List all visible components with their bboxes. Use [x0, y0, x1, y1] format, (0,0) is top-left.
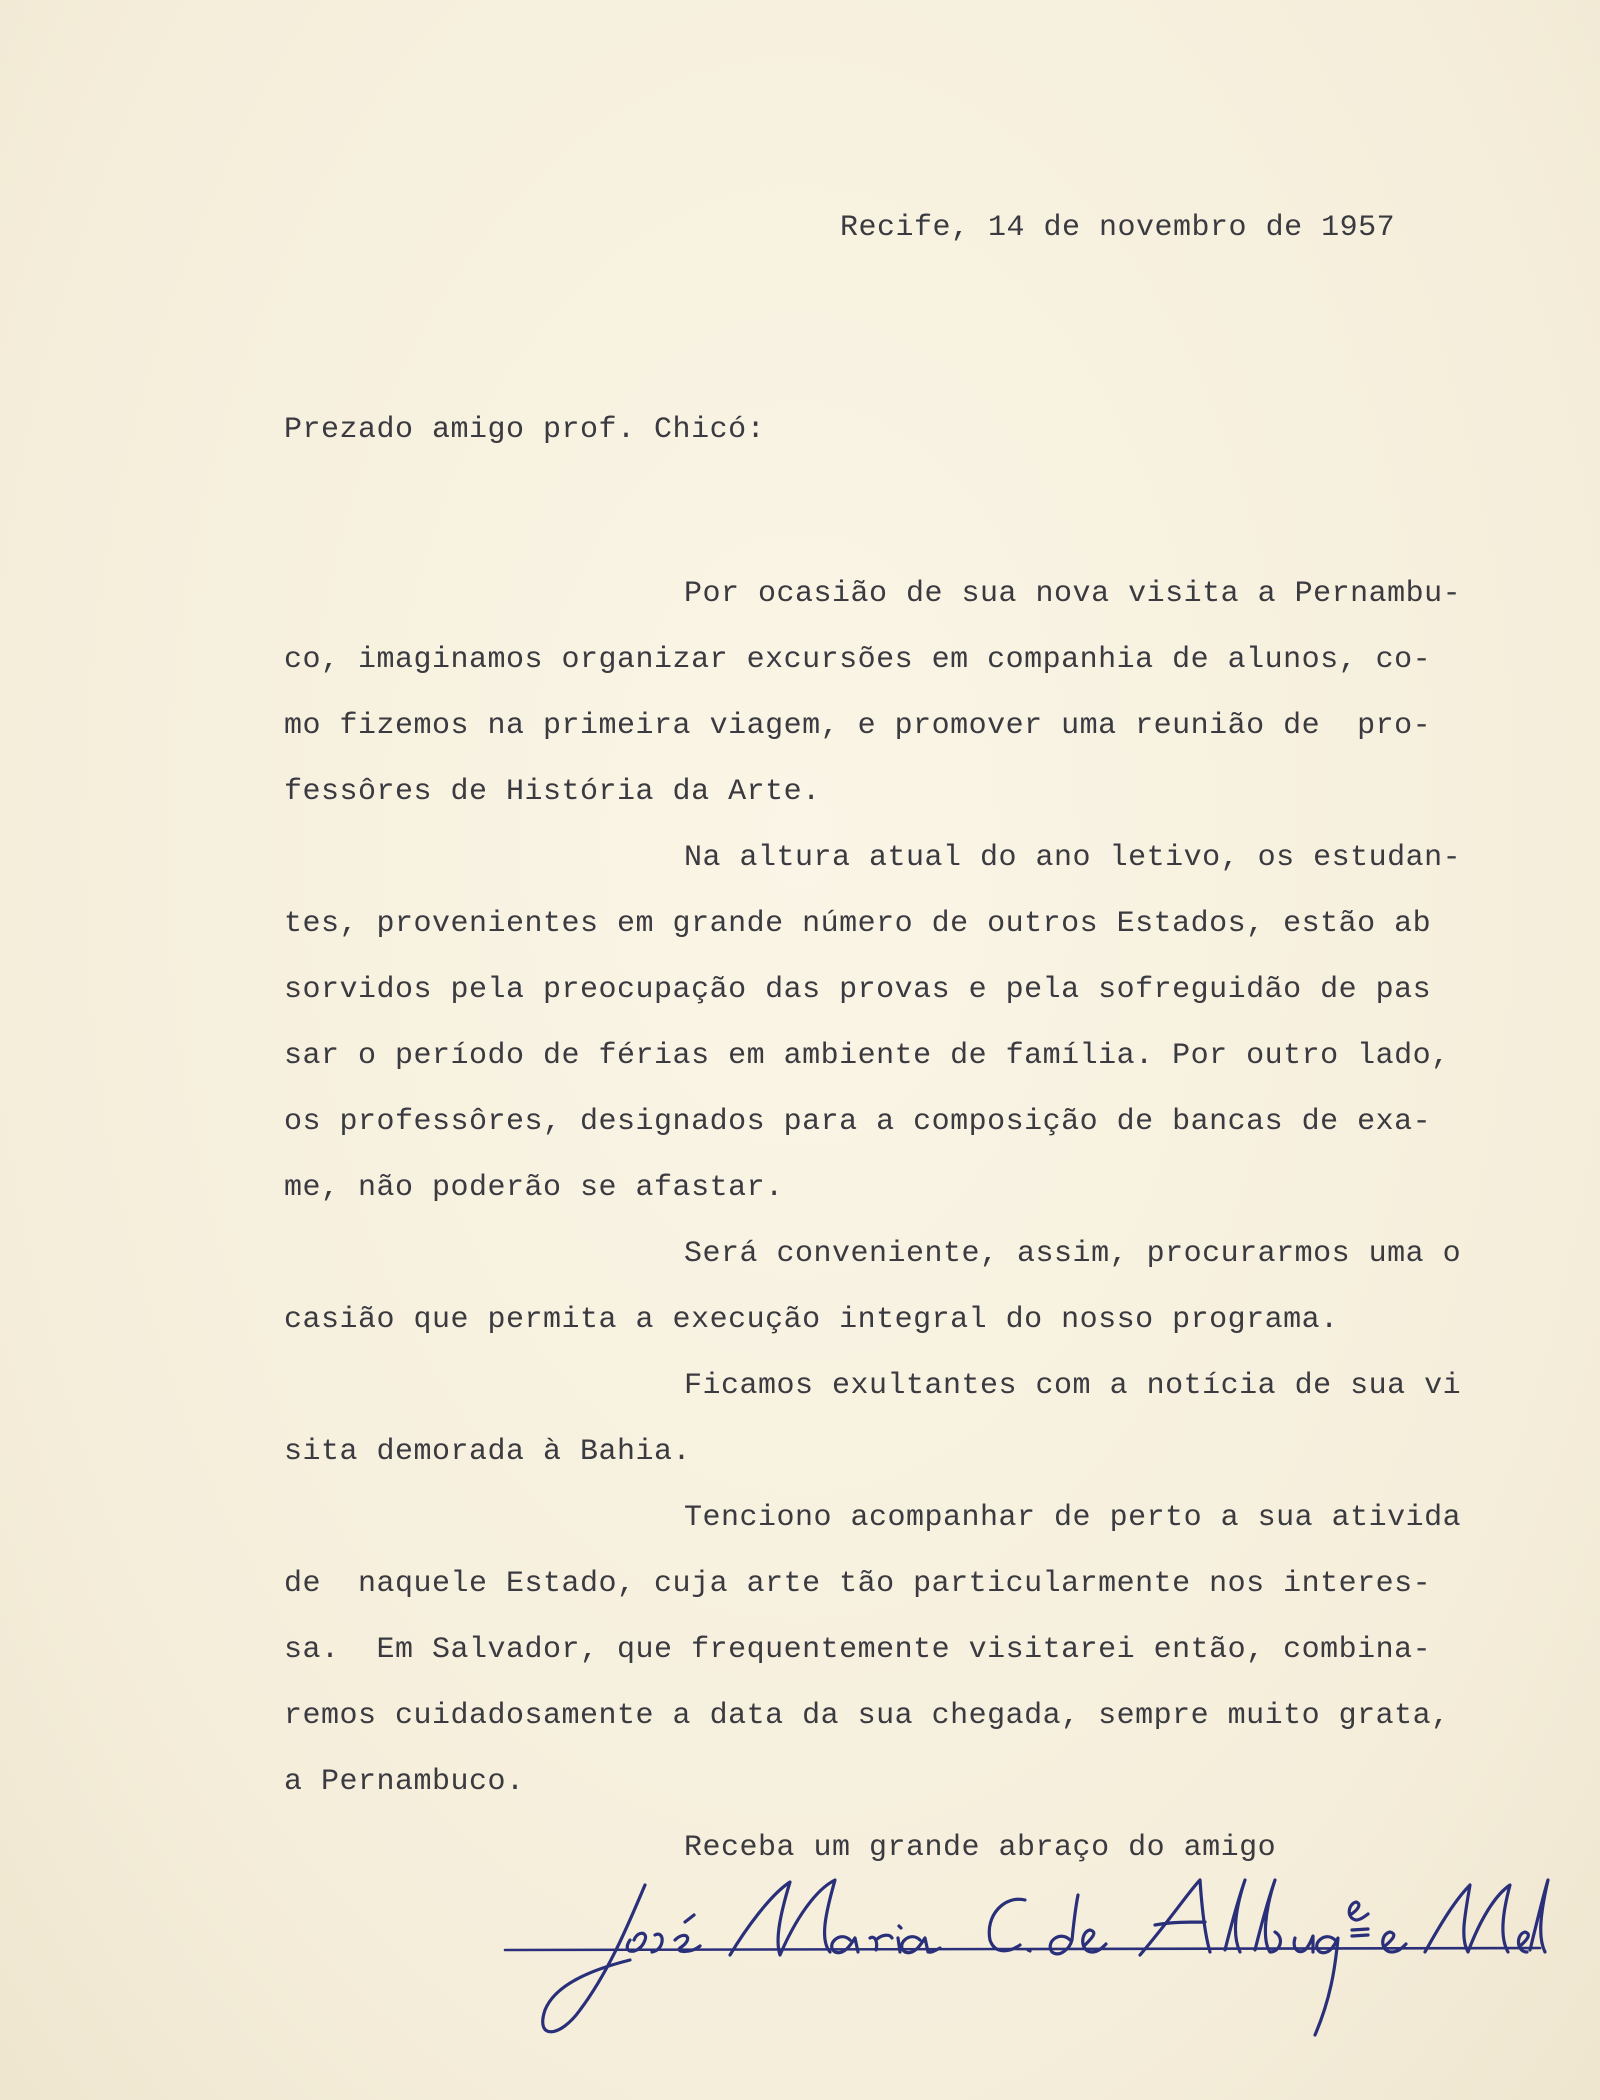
body-line: Por ocasião de sua nova visita a Pernambu-: [684, 577, 1462, 611]
body-line: Na altura atual do ano letivo, os estudan-: [684, 841, 1462, 875]
body-line: mo fizemos na primeira viagem, e promover uma reunião de pro-: [284, 709, 1432, 743]
body-line: casião que permita a execução integral do nosso programa.: [284, 1303, 1339, 1337]
handwritten-signature: [480, 1860, 1560, 2050]
body-line: fessôres de História da Arte.: [284, 775, 821, 809]
body-line: Será conveniente, assim, procurarmos uma o: [684, 1237, 1462, 1271]
body-line: sar o período de férias em ambiente de família. Por outro lado,: [284, 1039, 1450, 1073]
body-line: co, imaginamos organizar excursões em companhia de alunos, co-: [284, 643, 1432, 677]
letter-salutation: Prezado amigo prof. Chicó:: [284, 413, 766, 447]
body-line: me, não poderão se afastar.: [284, 1171, 784, 1205]
body-line: os professôres, designados para a composição de bancas de exa-: [284, 1105, 1432, 1139]
body-line: a Pernambuco.: [284, 1765, 525, 1799]
body-line: sita demorada à Bahia.: [284, 1435, 692, 1469]
letter-closing: Receba um grande abraço do amigo: [684, 1831, 1277, 1865]
body-line: Ficamos exultantes com a notícia de sua vi: [684, 1369, 1462, 1403]
body-line: tes, provenientes em grande número de outros Estados, estão ab: [284, 907, 1432, 941]
body-line: sorvidos pela preocupação das provas e pela sofreguidão de pas: [284, 973, 1432, 1007]
body-line: de naquele Estado, cuja arte tão particularmente nos interes-: [284, 1567, 1432, 1601]
body-line: sa. Em Salvador, que frequentemente visitarei então, combina-: [284, 1633, 1432, 1667]
body-line: Tenciono acompanhar de perto a sua ativida: [684, 1501, 1462, 1535]
letter-date: Recife, 14 de novembro de 1957: [840, 211, 1396, 245]
body-line: remos cuidadosamente a data da sua chegada, sempre muito grata,: [284, 1699, 1450, 1733]
